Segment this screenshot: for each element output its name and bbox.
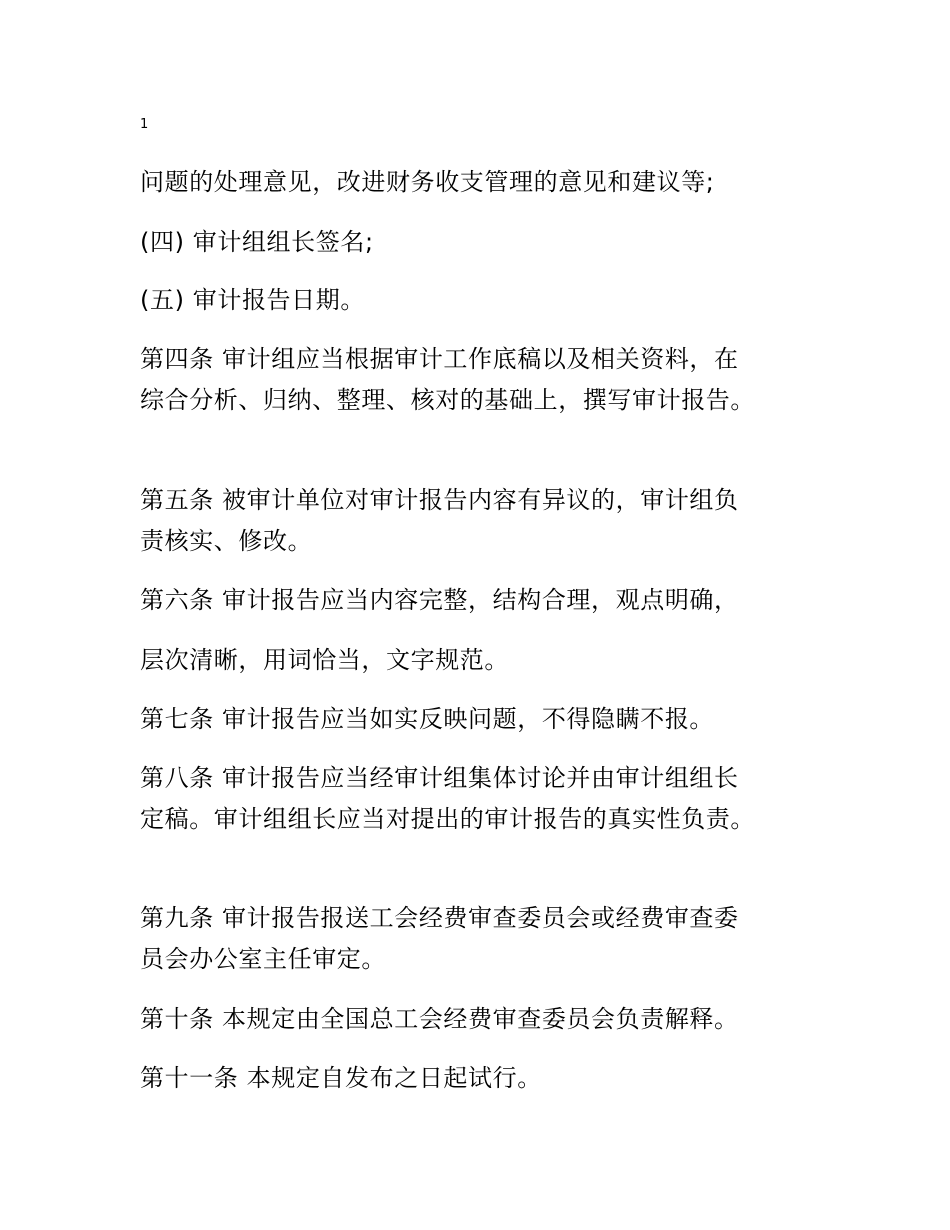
text-line: 问题的处理意见，改进财务收支管理的意见和建议等; [140,168,715,196]
article-6-line-1: 第六条 审计报告应当内容完整，结构合理，观点明确， [140,586,739,614]
article-10-line-1: 第十条 本规定由全国总工会经费审查委员会负责解释。 [140,1005,739,1033]
article-5-line-1: 第五条 被审计单位对审计报告内容有异议的，审计组负 [140,486,739,514]
page-number: 1 [140,117,149,132]
text-line: (五) 审计报告日期。 [140,286,365,314]
article-8-line-1: 第八条 审计报告应当经审计组集体讨论并由审计组组长 [140,764,739,792]
article-9-line-1: 第九条 审计报告报送工会经费审查委员会或经费审查委 [140,904,739,932]
article-9-line-2: 员会办公室主任审定。 [140,945,386,973]
text-line: (四) 审计组组长签名; [140,228,374,256]
article-8-line-2: 定稿。审计组组长应当对提出的审计报告的真实性负责。 [140,805,755,833]
article-4-line-1: 第四条 审计组应当根据审计工作底稿以及相关资料，在 [140,345,739,373]
article-7-line-1: 第七条 审计报告应当如实反映问题，不得隐瞒不报。 [140,705,715,733]
article-5-line-2: 责核实、修改。 [140,527,313,555]
article-6-line-2: 层次清晰，用词恰当，文字规范。 [140,646,509,674]
article-4-line-2: 综合分析、归纳、整理、核对的基础上，撰写审计报告。 [140,386,755,414]
article-11-line-1: 第十一条 本规定自发布之日起试行。 [140,1064,542,1092]
